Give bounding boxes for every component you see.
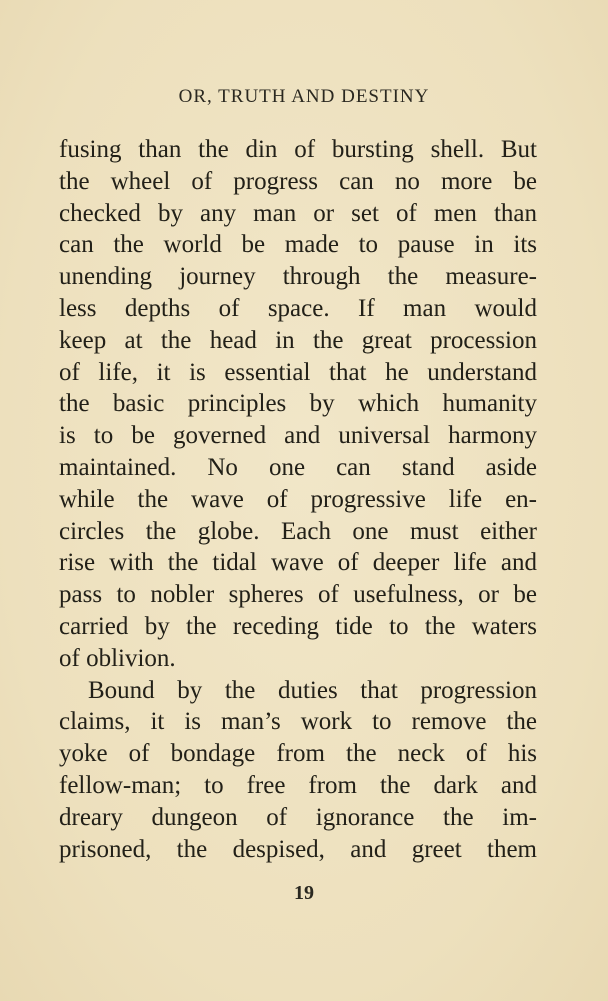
- text-line: maintained. No one can stand aside: [59, 453, 537, 481]
- text-line: pass to nobler spheres of usefulness, or be: [59, 581, 537, 609]
- text-line: while the wave of progressive life en-: [59, 485, 537, 513]
- text-line: carried by the receding tide to the waters: [59, 612, 537, 640]
- text-line: fusing than the din of bursting shell. But: [59, 136, 537, 163]
- text-line: keep at the head in the great procession: [59, 326, 537, 354]
- paragraph-start-line: Bound by the duties that progression: [88, 676, 537, 704]
- text-line: claims, it is man’s work to remove the: [59, 708, 537, 736]
- text-line: rise with the tidal wave of deeper life and: [59, 549, 537, 577]
- text-line: checked by any man or set of men than: [59, 199, 537, 227]
- text-line: unending journey through the measure-: [59, 263, 537, 291]
- text-line: is to be governed and universal harmony: [59, 422, 537, 450]
- running-head: OR, TRUTH AND DESTINY: [178, 86, 430, 107]
- page-number: 19: [294, 882, 314, 904]
- text-line: less depths of space. If man would: [59, 294, 537, 322]
- text-line: can the world be made to pause in its: [59, 231, 537, 259]
- text-line: of oblivion.: [59, 644, 176, 672]
- text-line: the wheel of progress can no more be: [59, 167, 537, 195]
- body-text: [59, 134, 537, 865]
- text-line: yoke of bondage from the neck of his: [59, 740, 537, 768]
- text-line: prisoned, the despised, and greet them: [59, 835, 537, 863]
- text-line: circles the globe. Each one must either: [59, 517, 537, 545]
- text-line: of life, it is essential that he understand: [59, 358, 537, 386]
- text-line: the basic principles by which humanity: [59, 390, 537, 418]
- text-line: dreary dungeon of ignorance the im-: [59, 803, 537, 831]
- text-line: fellow-man; to free from the dark and: [59, 771, 537, 799]
